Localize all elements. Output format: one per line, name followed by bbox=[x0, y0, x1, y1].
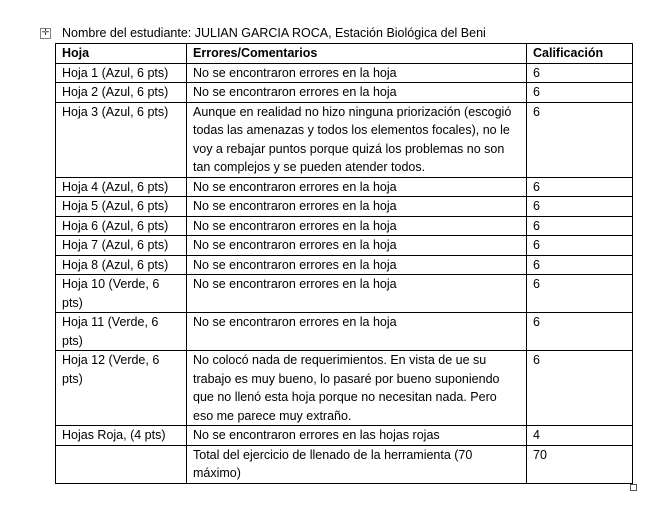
table-row bbox=[56, 83, 633, 103]
cell-calificacion[interactable]: 6 bbox=[527, 255, 633, 275]
cell-hoja[interactable]: Hoja 11 (Verde, 6 pts) bbox=[56, 313, 187, 351]
table-row bbox=[56, 102, 633, 177]
cell-comentario[interactable]: No se encontraron errores en la hoja bbox=[187, 236, 527, 256]
table-move-handle-icon[interactable]: ✛ bbox=[41, 28, 50, 38]
table-row-total bbox=[56, 445, 633, 483]
table-row bbox=[56, 255, 633, 275]
student-name-line: Nombre del estudiante: JULIAN GARCIA ROCA, Estación Biológica del Beni bbox=[62, 26, 486, 40]
cell-comentario[interactable]: No se encontraron errores en la hoja bbox=[187, 313, 527, 351]
table-row bbox=[56, 236, 633, 256]
table-row bbox=[56, 197, 633, 217]
cell-comentario[interactable]: No se encontraron errores en la hoja bbox=[187, 83, 527, 103]
cell-hoja[interactable]: Hoja 1 (Azul, 6 pts) bbox=[56, 63, 187, 83]
table-row bbox=[56, 216, 633, 236]
cell-hoja-empty[interactable] bbox=[56, 445, 187, 483]
table-row bbox=[56, 177, 633, 197]
cell-calificacion[interactable]: 6 bbox=[527, 313, 633, 351]
cell-calificacion[interactable]: 6 bbox=[527, 236, 633, 256]
cell-hoja[interactable]: Hoja 10 (Verde, 6 pts) bbox=[56, 275, 187, 313]
cell-calificacion[interactable]: 6 bbox=[527, 102, 633, 177]
cell-comentario[interactable]: No se encontraron errores en la hoja bbox=[187, 63, 527, 83]
table-row bbox=[56, 426, 633, 446]
cell-calificacion[interactable]: 6 bbox=[527, 177, 633, 197]
header-errores: Errores/Comentarios bbox=[187, 44, 527, 64]
cell-total-value[interactable]: 70 bbox=[527, 445, 633, 483]
cell-hoja[interactable]: Hoja 3 (Azul, 6 pts) bbox=[56, 102, 187, 177]
cell-comentario[interactable]: No se encontraron errores en la hoja bbox=[187, 255, 527, 275]
cell-comentario[interactable]: No se encontraron errores en las hojas rojas bbox=[187, 426, 527, 446]
grades-table bbox=[55, 43, 633, 484]
cell-calificacion[interactable]: 6 bbox=[527, 63, 633, 83]
cell-hoja[interactable]: Hoja 5 (Azul, 6 pts) bbox=[56, 197, 187, 217]
cell-comentario[interactable]: Aunque en realidad no hizo ninguna priorización (escogió todas las amenazas y todos los elementos focales), no le voy a rebajar puntos porque quizá los problemas no son tan complejos y se pueden atender todos. bbox=[187, 102, 527, 177]
cell-calificacion[interactable]: 6 bbox=[527, 83, 633, 103]
cell-hoja[interactable]: Hoja 2 (Azul, 6 pts) bbox=[56, 83, 187, 103]
cell-calificacion[interactable]: 4 bbox=[527, 426, 633, 446]
cell-comentario[interactable]: No se encontraron errores en la hoja bbox=[187, 197, 527, 217]
cell-calificacion[interactable]: 6 bbox=[527, 275, 633, 313]
header-hoja: Hoja bbox=[56, 44, 187, 64]
table-row bbox=[56, 313, 633, 351]
table-row bbox=[56, 275, 633, 313]
cell-total-label[interactable]: Total del ejercicio de llenado de la herramienta (70 máximo) bbox=[187, 445, 527, 483]
cell-comentario[interactable]: No colocó nada de requerimientos. En vista de ue su trabajo es muy bueno, lo pasaré por bueno suponiendo que no llenó esta hoja porque no necesitan nada. Pero eso me parece muy extraño. bbox=[187, 351, 527, 426]
cell-calificacion[interactable]: 6 bbox=[527, 216, 633, 236]
cell-comentario[interactable]: No se encontraron errores en la hoja bbox=[187, 177, 527, 197]
cell-hoja[interactable]: Hoja 8 (Azul, 6 pts) bbox=[56, 255, 187, 275]
header-calificacion: Calificación bbox=[527, 44, 633, 64]
cell-calificacion[interactable]: 6 bbox=[527, 197, 633, 217]
table-row bbox=[56, 351, 633, 426]
cell-comentario[interactable]: No se encontraron errores en la hoja bbox=[187, 216, 527, 236]
cell-hoja[interactable]: Hoja 4 (Azul, 6 pts) bbox=[56, 177, 187, 197]
table-row bbox=[56, 63, 633, 83]
cell-hoja[interactable]: Hoja 12 (Verde, 6 pts) bbox=[56, 351, 187, 426]
cell-hoja[interactable]: Hojas Roja, (4 pts) bbox=[56, 426, 187, 446]
table-resize-handle-icon[interactable] bbox=[630, 484, 637, 491]
cell-calificacion[interactable]: 6 bbox=[527, 351, 633, 426]
cell-hoja[interactable]: Hoja 6 (Azul, 6 pts) bbox=[56, 216, 187, 236]
cell-comentario[interactable]: No se encontraron errores en la hoja bbox=[187, 275, 527, 313]
cell-hoja[interactable]: Hoja 7 (Azul, 6 pts) bbox=[56, 236, 187, 256]
table-header-row bbox=[56, 44, 633, 64]
